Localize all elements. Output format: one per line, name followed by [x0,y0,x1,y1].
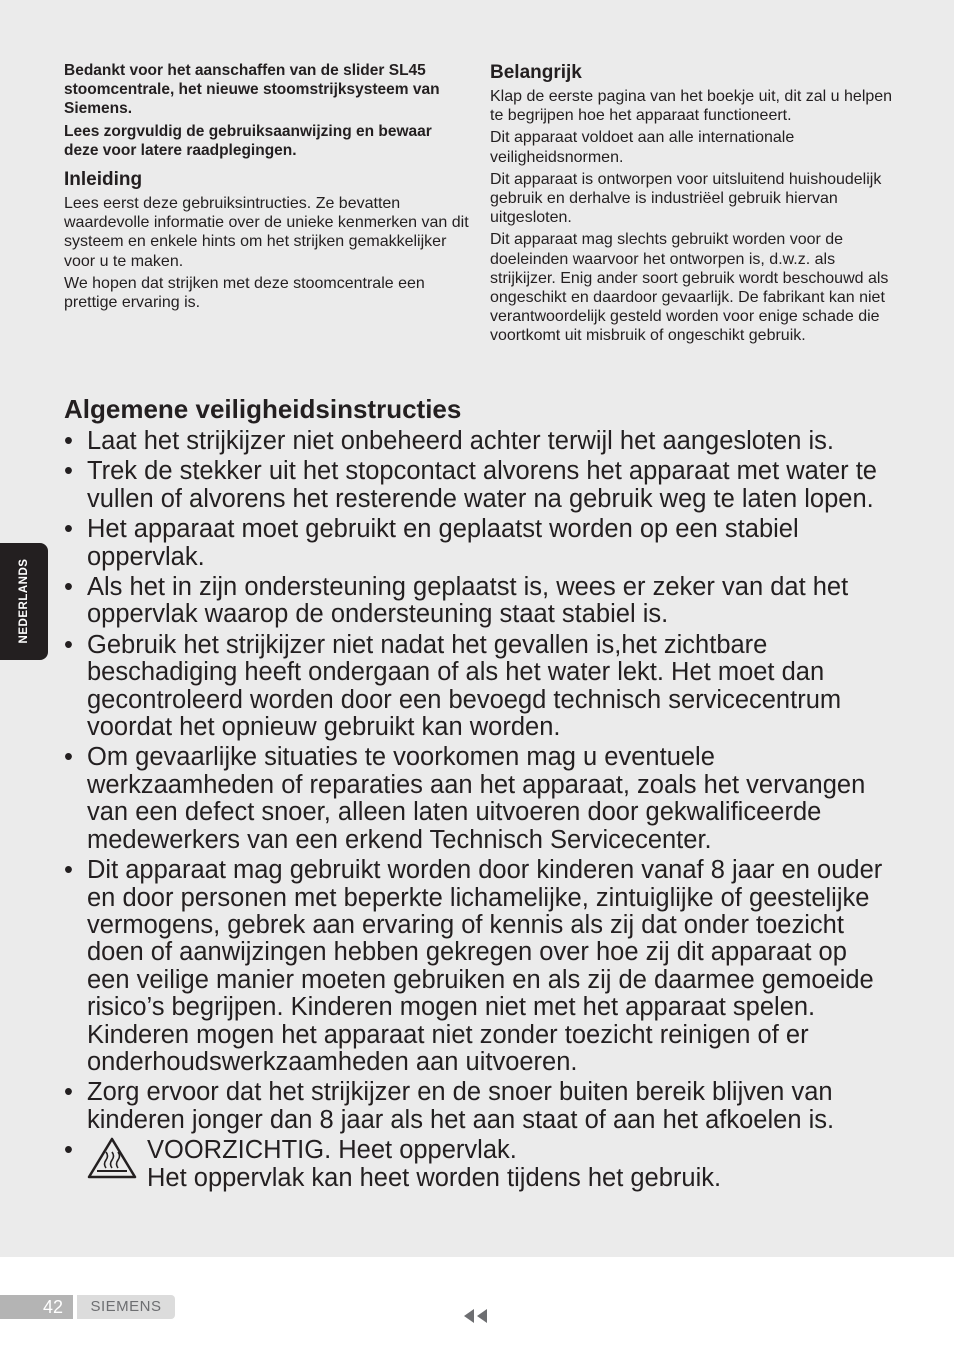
intro-paragraph: We hopen dat strijken met deze stoomcentrale een prettige ervaring is. [64,274,425,312]
page-number: 42 [0,1295,73,1319]
important-heading: Belangrijk [490,62,582,83]
safety-item [64,857,894,1076]
safety-item [64,428,894,455]
bullet: • [64,515,73,544]
important-paragraph: Klap de eerste pagina van het boekje uit, dit zal u helpen te begrijpen hoe het apparaat functioneert. [490,88,893,125]
safety-item [64,744,894,854]
safety-item-text: Gebruik het strijkijzer niet nadat het gevallen is,het zichtbare beschadiging heeft ondergaan of als het water lekt. Het moet dan gecontroleerd worden door een bevoegd technisch servicecentrum voordat het opnieuw gebruikt kan worden. [87,630,842,742]
language-tab-label: NEDERLANDS [18,558,30,644]
safety-item-text: Als het in zijn ondersteuning geplaatst is, wees er zeker van dat het oppervlak waarop de ondersteuning staat stabiel is. [87,573,849,629]
intro-paragraph: Lees eerst deze gebruiksintructies. Ze bevatten waardevolle informatie over de unieke kenmerken van dit systeem en enkele hints om het strijken gemakkelijker voor u te maken. [64,195,469,270]
footer-brand: SIEMENS [77,1295,175,1319]
safety-list [64,428,894,1192]
safety-heading: Algemene veiligheidsinstructies [64,394,462,424]
safety-item [64,516,894,571]
safety-item [64,458,894,513]
bullet: • [64,1136,73,1165]
important-column [490,61,895,349]
language-tab [0,543,48,660]
bullet: • [64,1078,73,1107]
bullet: • [64,630,73,659]
intro-heading: Inleiding [64,169,143,190]
rewind-arrows-icon [462,1308,490,1324]
warning-title: VOORZICHTIG. Heet oppervlak. [147,1136,517,1165]
safety-item-text: Zorg ervoor dat het strijkijzer en de snoer buiten bereik blijven van kinderen jonger dan 8 jaar als het aan staat of aan het afkoelen is. [87,1078,835,1134]
hot-surface-warning-icon [87,1137,137,1179]
bullet: • [64,856,73,885]
safety-item-text: Het apparaat moet gebruikt en geplaatst worden op een stabiel oppervlak. [87,515,799,571]
warning-text: Het oppervlak kan heet worden tijdens het gebruik. [147,1163,722,1192]
safety-item-text: Laat het strijkijzer niet onbeheerd achter terwijl het aangesloten is. [87,427,835,455]
safety-section [64,392,894,1195]
bullet: • [64,743,73,772]
intro-read-carefully: Lees zorgvuldig de gebruiksaanwijzing en bewaar deze voor latere raadplegingen. [64,123,432,159]
safety-item [64,574,894,629]
bullet: • [64,573,73,602]
safety-item-text: Trek de stekker uit het stopcontact alvorens het apparaat met water te vullen of alvorens het resterende water na gebruik weg te laten lopen. [87,457,877,513]
safety-item-text: Om gevaarlijke situaties te voorkomen mag u eventuele werkzaamheden of reparaties aan het apparaat, zoals het vervangen van een defect snoer, alleen laten uitvoeren door gekwalificeerde medewerkers van een erkend Technisch Servicecenter. [87,743,866,854]
intro-column [64,61,469,315]
bullet: • [64,427,73,455]
important-paragraph: Dit apparaat is ontworpen voor uitsluitend huishoudelijk gebruik en derhalve is industriëel gebruik hiervan uitgesloten. [490,170,882,227]
important-paragraph: Dit apparaat voldoet aan alle internationale veiligheidsnormen. [490,129,795,166]
bullet: • [64,457,73,486]
safety-item [64,1079,894,1134]
safety-warning-item [64,1137,894,1192]
important-paragraph: Dit apparaat mag slechts gebruikt worden voor de doeleinden waarvoor het ontworpen is, d.w.z. als strijkijzer. Enig ander soort gebruik wordt beschouwd als ongeschikt en daardoor gevaarlijk. De fabrikant kan niet verantwoordelijk gesteld worden voor enige schade die voortkomt uit misbruik of ongeschikt gebruik. [490,231,889,345]
safety-item-text: Dit apparaat mag gebruikt worden door kinderen vanaf 8 jaar en ouder en door personen met beperkte lichamelijke, zintuiglijke of geestelijke vermogens, gebrek aan ervaring of kennis als zij dat onder toezicht doen of aanwijzingen hebben gekregen over hoe zij dit apparaat op een veilige manier moeten gebruiken en als zij de daarmee gemoeide risico’s begrijpen. Kinderen mogen niet met het apparaat spelen. Kinderen mogen het apparaat niet zonder toezicht reinigen of er onderhoudswerkzaamheden aan uitvoeren. [87,856,883,1076]
intro-thanks: Bedankt voor het aanschaffen van de slider SL45 stoomcentrale, het nieuwe stoomstrijksysteem van Siemens. [64,62,440,117]
safety-item [64,632,894,742]
